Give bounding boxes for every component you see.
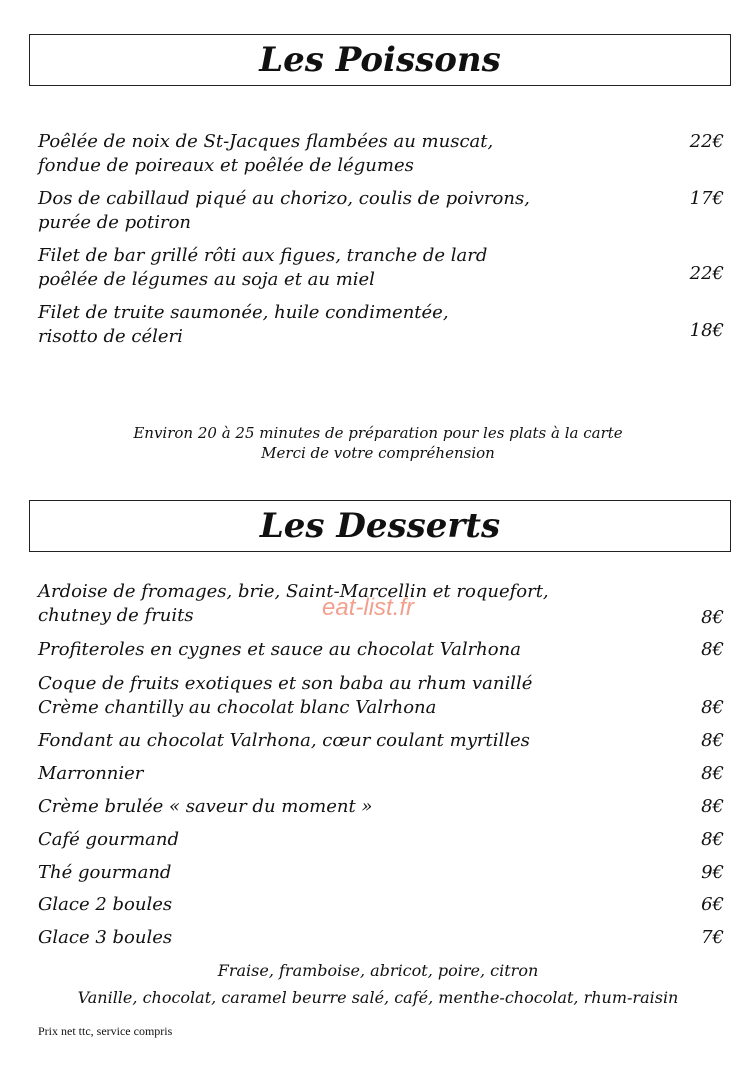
item-price: 8€: [701, 639, 724, 660]
menu-item: [38, 130, 728, 178]
menu-item: [38, 187, 728, 235]
desserts-title-text: Les Desserts: [259, 506, 501, 546]
item-name-line1: Filet de truite saumonée, huile condimentée,: [38, 302, 449, 323]
menu-item: [38, 795, 728, 819]
item-price: 8€: [701, 697, 724, 718]
item-name-line1: Glace 2 boules: [38, 894, 173, 915]
item-name-line2: purée de potiron: [38, 212, 192, 233]
flavors-fruits-line: Fraise, framboise, abricot, poire, citron: [217, 961, 539, 980]
item-price: 8€: [701, 796, 724, 817]
item-name-line2: chutney de fruits: [38, 605, 194, 626]
poissons-title-text: Les Poissons: [259, 40, 501, 80]
preparation-notice: [0, 423, 756, 463]
item-price: 8€: [701, 730, 724, 751]
item-name-line1: Filet de bar grillé rôti aux figues, tranche de lard: [38, 245, 488, 266]
item-price: 9€: [701, 862, 724, 883]
menu-item: [38, 926, 728, 950]
preparation-notice-line1: Environ 20 à 25 minutes de préparation pour les plats à la carte: [133, 424, 623, 442]
item-name-line1: Thé gourmand: [38, 862, 172, 883]
item-name-line2: poêlée de légumes au soja et au miel: [38, 269, 375, 290]
item-price: 18€: [689, 320, 724, 341]
menu-item: [38, 893, 728, 917]
watermark-text: eat-list.fr: [322, 594, 415, 621]
item-name-line2: Crème chantilly au chocolat blanc Valrhona: [38, 697, 437, 718]
menu-item: [38, 301, 728, 349]
menu-item: [38, 861, 728, 885]
item-price: 8€: [701, 829, 724, 850]
item-price: 8€: [701, 607, 724, 628]
menu-item: [38, 244, 728, 292]
item-price: 8€: [701, 763, 724, 784]
ice-cream-flavors: [0, 957, 756, 1011]
item-name-line1: Crème brulée « saveur du moment »: [38, 796, 373, 817]
item-name-line1: Poêlée de noix de St-Jacques flambées au muscat,: [38, 131, 494, 152]
item-name-line1: Dos de cabillaud piqué au chorizo, coulis de poivrons,: [38, 188, 530, 209]
footer-note: Prix net ttc, service compris: [38, 1024, 173, 1038]
item-name-line1: Marronnier: [38, 763, 144, 784]
item-name-line1: Fondant au chocolat Valrhona, cœur coulant myrtilles: [38, 730, 530, 751]
item-name-line2: risotto de céleri: [38, 326, 183, 347]
menu-item: [38, 580, 728, 628]
item-name-line1: Ardoise de fromages, brie, Saint-Marcellin et roquefort,: [38, 581, 549, 602]
item-price: 6€: [701, 894, 724, 915]
preparation-notice-line2: Merci de votre compréhension: [261, 444, 495, 462]
item-name-line1: Coque de fruits exotiques et son baba au rhum vanillé: [38, 673, 533, 694]
item-price: 22€: [689, 131, 724, 152]
menu-item: [38, 638, 728, 662]
desserts-section-title: [29, 500, 731, 552]
menu-item: [38, 828, 728, 852]
menu-item: [38, 672, 728, 720]
flavors-cream-line: Vanille, chocolat, caramel beurre salé, café, menthe-chocolat, rhum-raisin: [77, 988, 679, 1007]
menu-item: [38, 729, 728, 753]
menu-item: [38, 762, 728, 786]
item-name-line1: Café gourmand: [38, 829, 180, 850]
item-name-line1: Profiteroles en cygnes et sauce au chocolat Valrhona: [38, 639, 521, 660]
poissons-section-title: [29, 34, 731, 86]
item-price: 17€: [689, 188, 724, 209]
item-price: 7€: [701, 927, 724, 948]
item-name-line1: Glace 3 boules: [38, 927, 173, 948]
item-name-line2: fondue de poireaux et poêlée de légumes: [38, 155, 414, 176]
item-price: 22€: [689, 263, 724, 284]
